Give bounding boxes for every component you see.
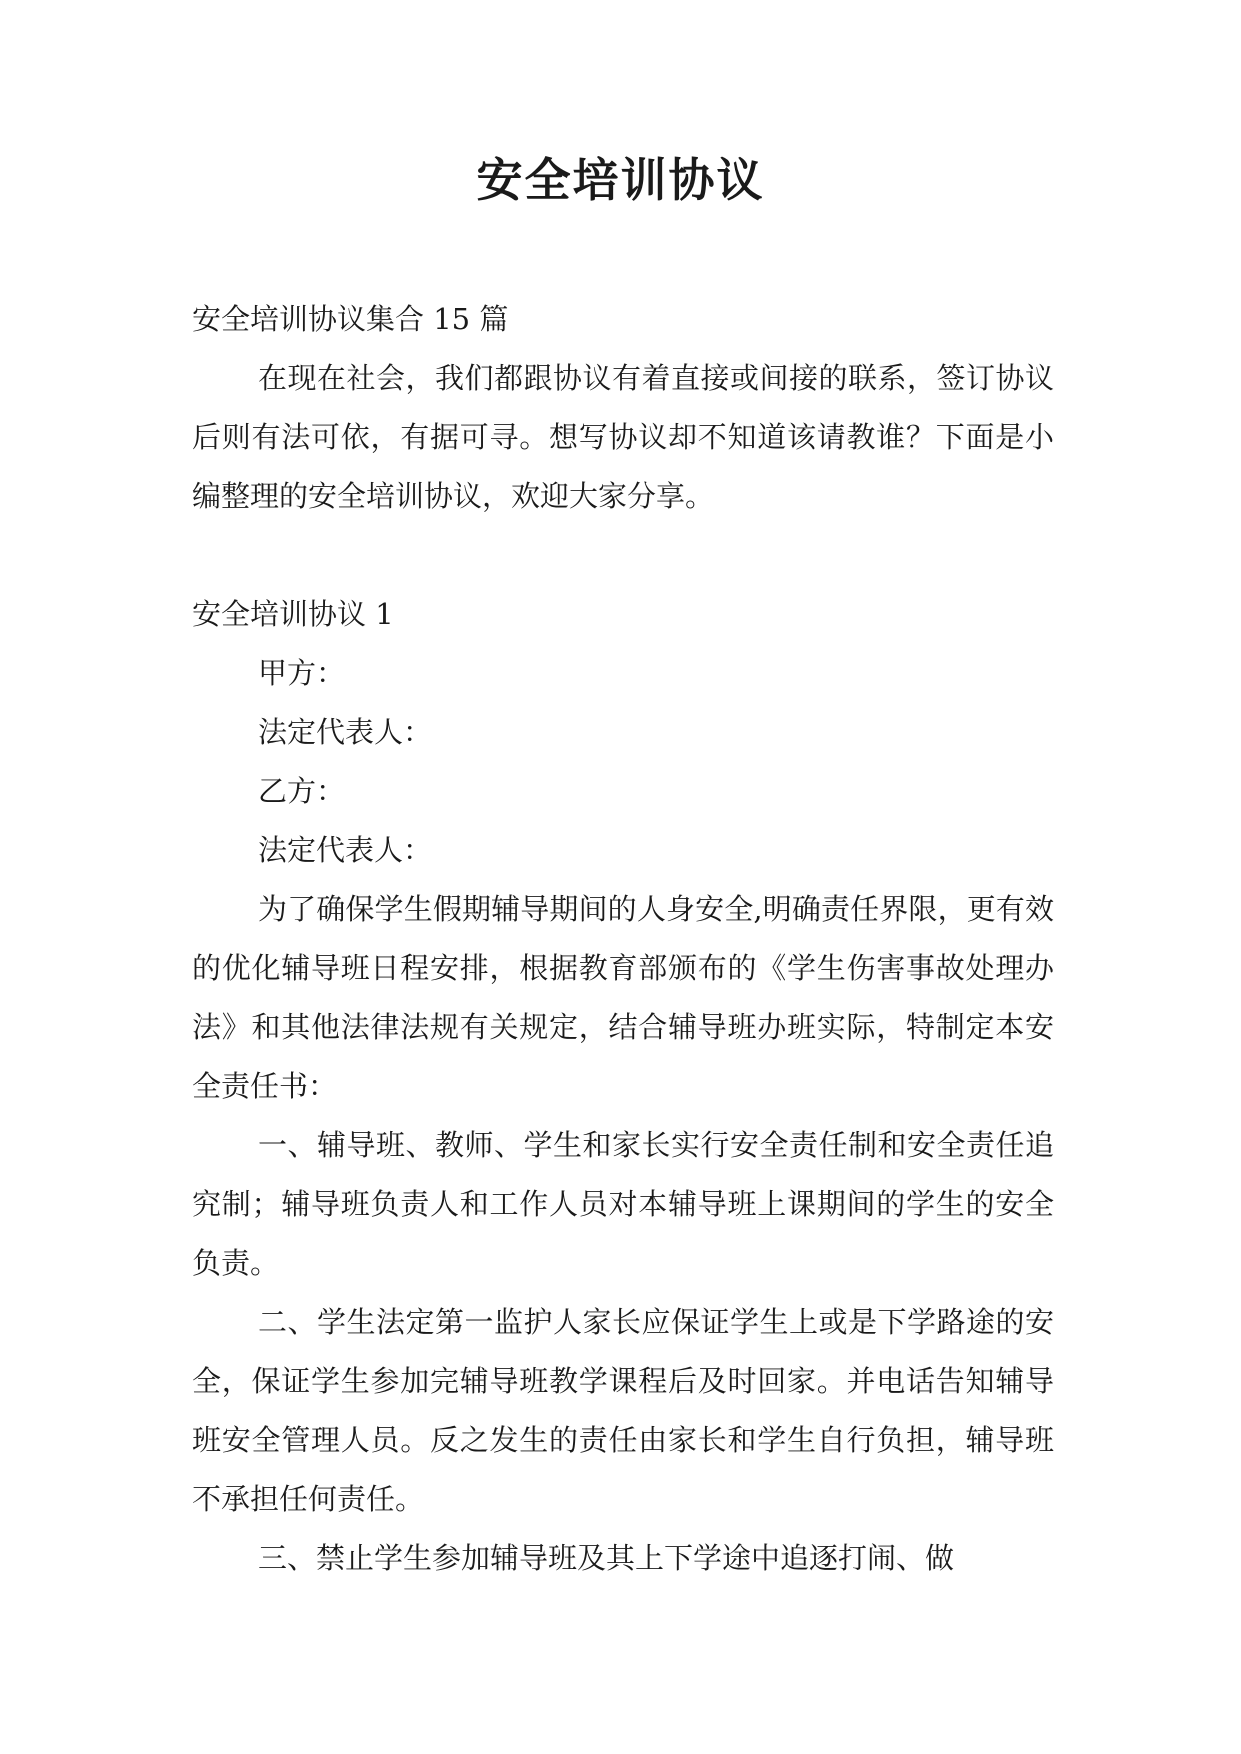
collection-heading: 安全培训协议集合 15 篇 <box>192 302 509 336</box>
party-a-line: 甲方： <box>258 656 346 690</box>
paragraph-purpose: 为了确保学生假期辅导期间的人身安全,明确责任界限，更有效的优化辅导班日程安排，根据教育部颁布的《学生伤害事故处理办法》和其他法律法规有关规定，结合辅导班办班实际，特制定本安全责任书： <box>192 892 1054 1103</box>
section-gap <box>192 526 1054 585</box>
section-heading: 安全培训协议 1 <box>192 597 394 631</box>
paragraph-clause-1: 一、辅导班、教师、学生和家长实行安全责任制和安全责任追究制；辅导班负责人和工作人员对本辅导班上课期间的学生的安全负责。 <box>192 1128 1054 1280</box>
paragraph-clause-2: 二、学生法定第一监护人家长应保证学生上或是下学路途的安全，保证学生参加完辅导班教学课程后及时回家。并电话告知辅导班安全管理人员。反之发生的责任由家长和学生自行负担，辅导班不承担任何责任。 <box>192 1305 1054 1516</box>
paragraph-clause-3: 三、禁止学生参加辅导班及其上下学途中追逐打闹、做 <box>258 1541 955 1575</box>
party-b-representative-line: 法定代表人： <box>258 833 433 867</box>
document-body <box>192 290 1054 1588</box>
intro-paragraph: 在现在社会，我们都跟协议有着直接或间接的联系，签订协议后则有法可依，有据可寻。想写协议却不知道该请教谁？下面是小编整理的安全培训协议，欢迎大家分享。 <box>192 361 1054 513</box>
document-title: 安全培训协议 <box>476 153 765 207</box>
party-b-line: 乙方： <box>258 774 346 808</box>
party-a-representative-line: 法定代表人： <box>258 715 433 749</box>
